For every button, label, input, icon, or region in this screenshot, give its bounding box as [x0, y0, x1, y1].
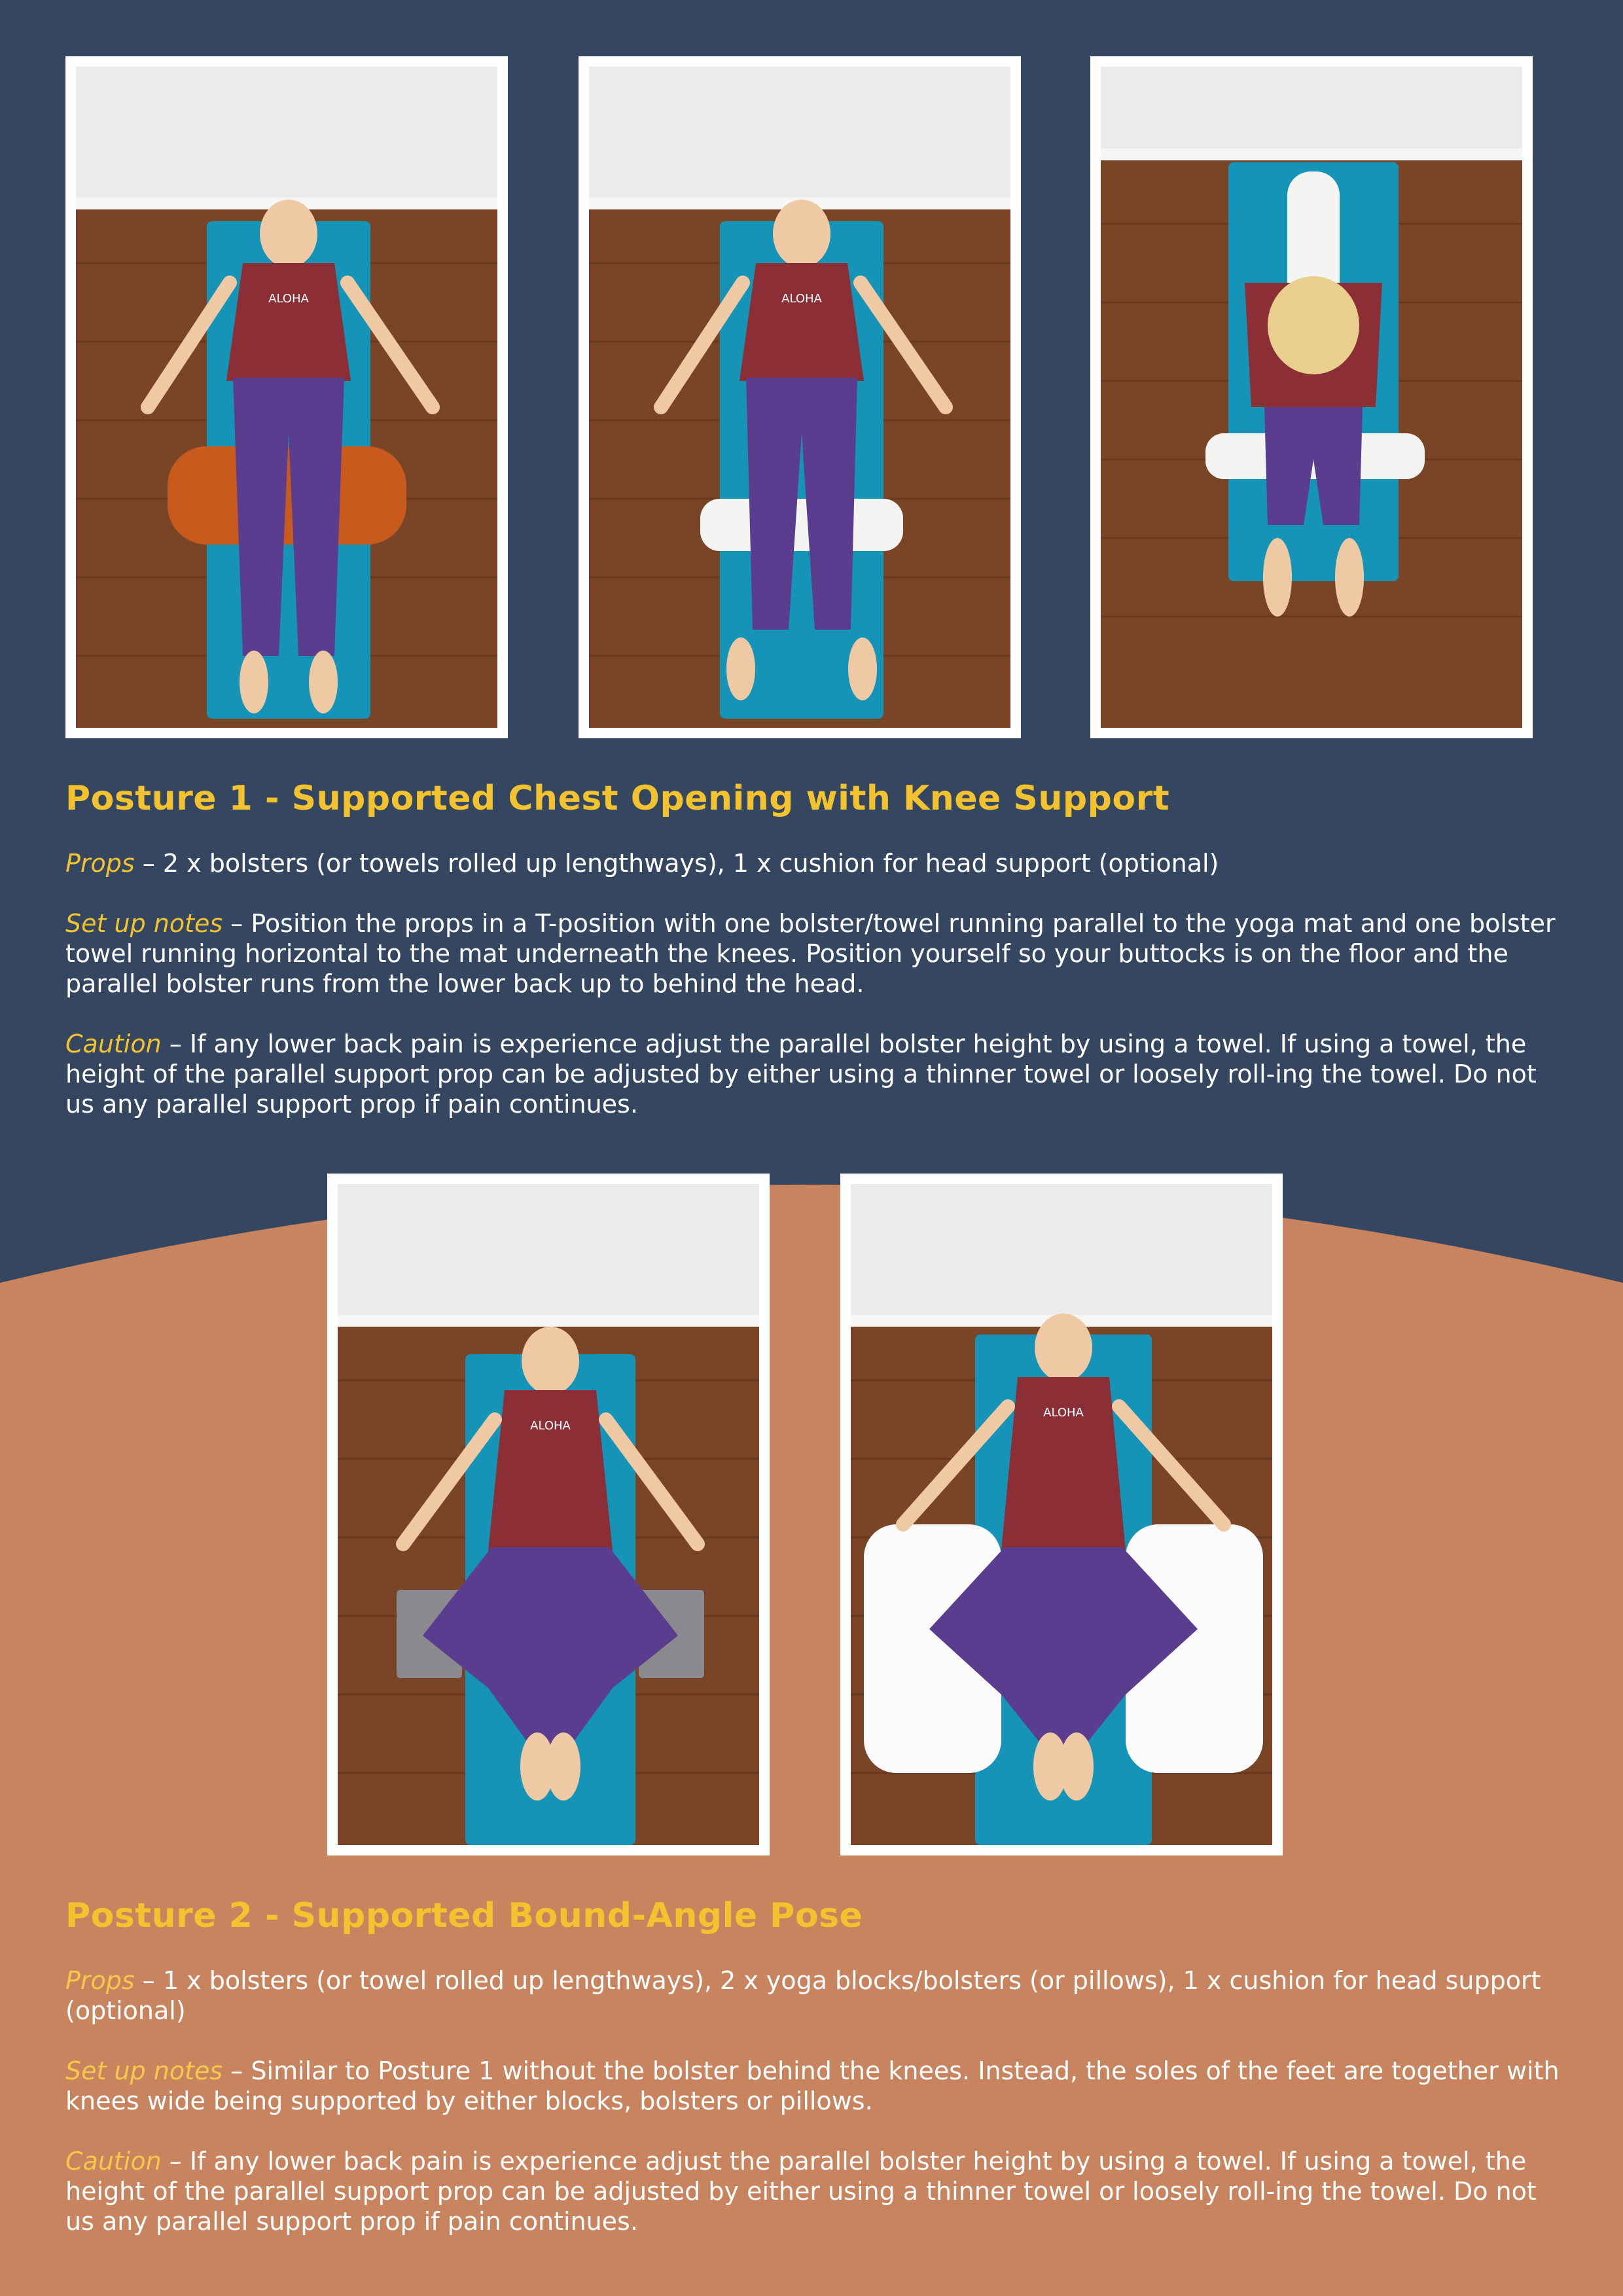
props-text: 1 x bolsters (or towel rolled up lengthways), 2 x yoga blocks/bolsters (or pillows), 1 x cushion for head support (optional) — [65, 1966, 1541, 2025]
photo-posture2-blocks — [327, 1174, 770, 1856]
posture2-section — [65, 1896, 1571, 2267]
setup-label: Set up notes — [65, 909, 223, 938]
photo-posture1-bolster — [65, 56, 508, 738]
caution-label: Caution — [65, 1030, 162, 1058]
shirt-print: ALOHA — [781, 292, 822, 306]
setup-text: Position the props in a T-position with one bolster/towel running parallel to the yoga mat and one bolster towel running horizontal to the mat underneath the knees. Position yourself so your buttocks is on the floor and the parallel bolster runs from the lower back up to behind the head. — [65, 909, 1556, 998]
posture1-section — [65, 779, 1571, 1149]
posture1-setup: Set up notes – Position the props in a T-position with one bolster/towel running parallel to the yoga mat and one bolster towel running horizontal to the mat underneath the knees. Position yourself so your buttocks is on the floor and the parallel bolster runs from the lower back up to behind the head. — [65, 909, 1556, 998]
props-label: Props — [65, 849, 135, 878]
photo-posture2-pillows — [840, 1174, 1283, 1856]
posture1-title: Posture 1 - Supported Chest Opening with Knee Support — [65, 779, 1170, 818]
posture2-title: Posture 2 - Supported Bound-Angle Pose — [65, 1896, 863, 1935]
photo-posture1-towel — [579, 56, 1021, 738]
setup-label: Set up notes — [65, 2056, 223, 2085]
caution-text: If any lower back pain is experience adjust the parallel bolster height by using a towel. If using a towel, the height of the parallel support prop can be adjusted by either using a thinner towel or loosely roll-ing the towel. Do not us any parallel support prop if pain continues. — [65, 1030, 1537, 1119]
caution-text: If any lower back pain is experience adjust the parallel bolster height by using a towel. If using a towel, the height of the parallel support prop can be adjusted by either using a thinner towel or loosely roll-ing the towel. Do not us any parallel support prop if pain continues. — [65, 2147, 1537, 2236]
posture2-setup: Set up notes – Similar to Posture 1 without the bolster behind the knees. Instead, the soles of the feet are together with knees wide being supported by either blocks, bolsters or pillows. — [65, 2056, 1560, 2115]
props-label: Props — [65, 1966, 135, 1995]
props-text: 2 x bolsters (or towels rolled up lengthways), 1 x cushion for head support (optional) — [162, 849, 1219, 878]
posture1-props: Props – 2 x bolsters (or towels rolled up lengthways), 1 x cushion for head support (optional) — [65, 849, 1219, 878]
shirt-print: ALOHA — [1043, 1406, 1084, 1420]
shirt-print: ALOHA — [268, 292, 309, 306]
posture1-caution: Caution – If any lower back pain is experience adjust the parallel bolster height by using a towel. If using a towel, the height of the parallel support prop can be adjusted by either using a thinner towel or loosely roll-ing the towel. Do not us any parallel support prop if pain continues. — [65, 1030, 1537, 1119]
photo-posture1-setup — [1090, 56, 1533, 738]
shirt-print: ALOHA — [530, 1419, 571, 1433]
setup-text: Similar to Posture 1 without the bolster behind the knees. Instead, the soles of the feet are together with knees wide being supported by either blocks, bolsters or pillows. — [65, 2056, 1560, 2115]
caution-label: Caution — [65, 2147, 162, 2176]
posture2-caution: Caution – If any lower back pain is experience adjust the parallel bolster height by using a towel. If using a towel, the height of the parallel support prop can be adjusted by either using a thinner towel or loosely roll-ing the towel. Do not us any parallel support prop if pain continues. — [65, 2147, 1537, 2236]
posture2-props: Props – 1 x bolsters (or towel rolled up lengthways), 2 x yoga blocks/bolsters (or pillows), 1 x cushion for head support (optional) — [65, 1966, 1541, 2025]
